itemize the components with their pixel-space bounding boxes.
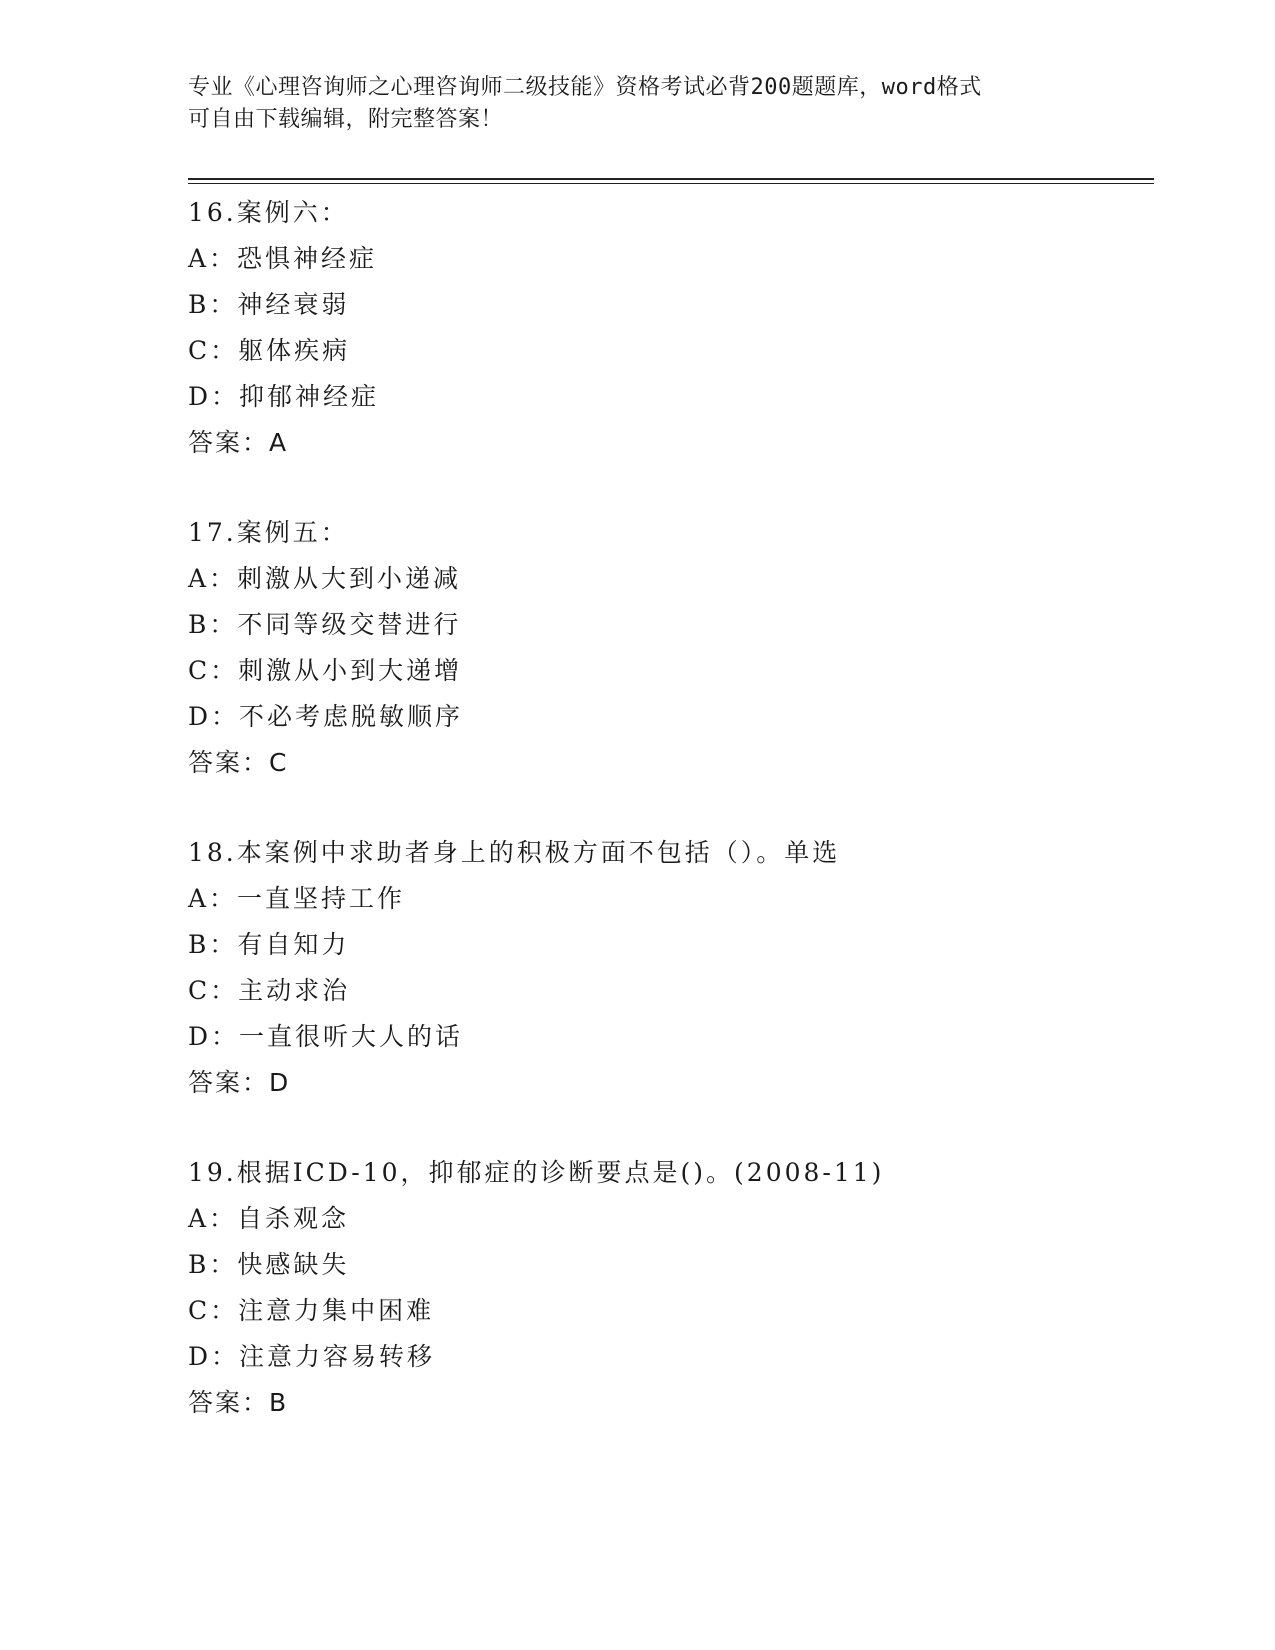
question-stem: 18.本案例中求助者身上的积极方面不包括（）。单选 — [188, 838, 841, 867]
answer: 答案：C — [188, 748, 289, 777]
question-stem: 19.根据ICD-10，抑郁症的诊断要点是()。(2008-11) — [188, 1158, 885, 1187]
question-stem: 16.案例六： — [188, 198, 349, 227]
option-b: B：快感缺失 — [188, 1250, 350, 1279]
answer: 答案：B — [188, 1388, 289, 1417]
option-b: B：有自知力 — [188, 930, 350, 959]
option-b: B：神经衰弱 — [188, 290, 350, 319]
option-d: D：一直很听大人的话 — [188, 1022, 464, 1051]
option-d: D：不必考虑脱敏顺序 — [188, 702, 464, 731]
option-c: C：注意力集中困难 — [188, 1296, 435, 1325]
option-d: D：抑郁神经症 — [188, 382, 380, 411]
question-17 — [188, 510, 1154, 786]
question-18 — [188, 830, 1154, 1106]
option-a: A：一直坚持工作 — [188, 884, 406, 913]
question-list — [188, 190, 1154, 1470]
answer: 答案：D — [188, 1068, 291, 1097]
header-line-2: 可自由下载编辑，附完整答案！ — [188, 107, 504, 132]
option-a: A：自杀观念 — [188, 1204, 350, 1233]
option-a: A：刺激从大到小递减 — [188, 564, 462, 593]
question-stem: 17.案例五： — [188, 518, 349, 547]
option-c: C：躯体疾病 — [188, 336, 351, 365]
option-a: A：恐惧神经症 — [188, 244, 378, 273]
header-divider — [188, 178, 1154, 184]
header-line-1: 专业《心理咨询师之心理咨询师二级技能》资格考试必背200题题库，word格式 — [188, 75, 982, 100]
question-16 — [188, 190, 1154, 466]
option-c: C：刺激从小到大递增 — [188, 656, 463, 685]
answer: 答案：A — [188, 428, 289, 457]
option-b: B：不同等级交替进行 — [188, 610, 462, 639]
option-d: D：注意力容易转移 — [188, 1342, 436, 1371]
document-header — [188, 72, 1088, 136]
question-19 — [188, 1150, 1154, 1426]
option-c: C：主动求治 — [188, 976, 351, 1005]
